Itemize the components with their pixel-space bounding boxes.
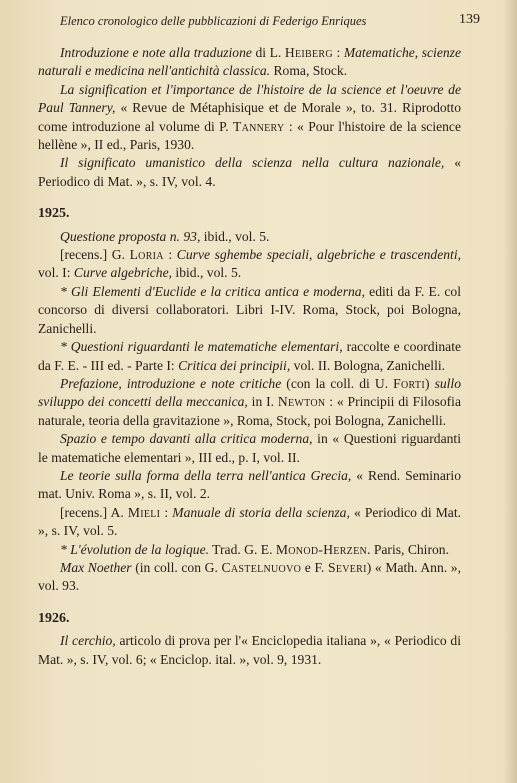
entry-text: raccolte e coordinate da F. E. - III ed. - Parte I: [38, 339, 461, 373]
entry-text: di L. [251, 45, 285, 60]
entry-title-text: * L'évolution de la logique. [60, 541, 210, 557]
entry-title-text: Critica dei principii, [178, 357, 291, 373]
entry-title-text: Spazio e tempo davanti alla critica moderna, [60, 431, 313, 447]
entry-text: in I. [247, 394, 278, 410]
entry-title-text: Il significato umanistico della scienza nella cultura nazionale, [60, 155, 445, 171]
entry-title-text: Introduzione e note alla traduzione [60, 45, 252, 60]
entry-text: : [332, 45, 344, 60]
entry-title-text: Curve algebriche, [73, 265, 173, 281]
entry-text: articolo di prova per l'« Enciclopedia italiana », « Periodico di Mat. », s. IV, vol. 6; « Enciclop. ital. », vol. 9, 1931. [38, 633, 462, 667]
author-name: Monod-Herzen [275, 541, 368, 557]
entry-text: : [160, 504, 173, 520]
entry-text: (in coll. con G. [131, 559, 222, 575]
entry-title-text: * Questioni riguardanti le matematiche elementari, [60, 339, 343, 355]
entry-text: « Periodico di Mat. », s. IV, vol. 5. [38, 504, 461, 539]
entry-title-text: La signification et l'importance de l'histoire de la science et l'oeuvre de Paul Tannery, [38, 81, 461, 116]
year-section [38, 205, 461, 596]
entry-text: in « Questioni riguardanti le matematiche elementari », III ed., p. I, vol. II. [38, 431, 461, 465]
author-name: Severi [327, 559, 367, 575]
entry-text: vol. II. Bologna, Zanichelli. [290, 357, 446, 373]
year-heading: 1926. [38, 610, 70, 626]
entry-text: ibid., vol. 5. [200, 228, 270, 244]
bibliography-entry [38, 154, 461, 191]
bibliography-entry [38, 338, 461, 375]
entry-text: . Paris, Chiron. [367, 541, 449, 557]
bibliography-entry [38, 504, 461, 541]
year-sections [38, 205, 461, 669]
year-section [38, 610, 461, 669]
entry-text: ) « Math. Ann. », vol. 93. [38, 559, 461, 594]
entry-text: [recens.] G. [60, 247, 130, 263]
entry-title-text: * Gli Elementi d'Euclide e la critica antica e moderna, [60, 283, 366, 299]
entry-text: [recens.] A. [60, 504, 128, 520]
year-heading: 1925. [38, 206, 70, 222]
entry-title-text: Curve sghembe speciali, algebriche e trascendenti, [176, 247, 461, 263]
entry-title-text: Max Noether [60, 559, 132, 575]
entry-text: « Rend. Seminario mat. Univ. Roma », s. II, vol. 2. [38, 467, 461, 502]
page-number: 139 [459, 12, 480, 27]
bibliography-entry [38, 228, 461, 246]
bibliography-entry [38, 283, 461, 338]
bibliography-entry [38, 246, 461, 283]
running-header [60, 14, 480, 36]
bibliography-entry [38, 467, 461, 504]
entry-text: (con la coll. di U. [281, 375, 394, 391]
bibliography-entry [38, 541, 461, 559]
entry-text: : « Principii di Filosofia naturale, teoria della gravitazione », Roma, Stock, poi Bologna, Zanichelli. [38, 394, 461, 428]
author-name: Tannery [232, 118, 285, 134]
entry-text: vol. I: [38, 265, 74, 281]
entry-title-text: sullo sviluppo dei concetti della meccanica, [38, 375, 461, 410]
entry-text: Trad. G. E. [209, 541, 276, 557]
entry-title-text: Manuale di storia della scienza, [172, 504, 350, 520]
author-name: Heiberg [284, 45, 333, 60]
author-name: Newton [277, 394, 326, 410]
entries-continued [38, 44, 461, 191]
author-name: Castelnuovo [221, 559, 302, 575]
bibliography-entry [38, 44, 461, 81]
entry-text: « Periodico di Mat. », s. IV, vol. 4. [38, 155, 461, 189]
author-name: Mieli [127, 504, 161, 520]
entry-title-text: Prefazione, introduzione e note critiche [60, 375, 282, 391]
entry-text: « Revue de Métaphisique et de Morale », to. 31. Riprodotto come introduzione al volume di P. [38, 100, 462, 134]
entry-text: e F. [301, 559, 328, 575]
bibliography-entry [38, 375, 461, 430]
entry-text: : [163, 247, 177, 263]
entry-title-text: Le teorie sulla forma della terra nell'antica Grecia, [60, 467, 352, 483]
entry-text: Roma, Stock. [270, 63, 348, 79]
entry-title-text: Questione proposta n. 93, [60, 228, 201, 244]
entry-text: ) [424, 375, 435, 391]
author-name: Loria [129, 247, 164, 263]
bibliography-entry [38, 430, 461, 467]
author-name: Forti [393, 375, 425, 391]
bibliography-body [38, 44, 461, 669]
entry-text: ibid., vol. 5. [172, 265, 242, 281]
entry-title-text: Il cerchio, [60, 633, 116, 649]
bibliography-entry [38, 632, 461, 669]
entry-text: editi da F. E. col concorso di diversi collaboratori. Libri I-IV. Roma, Stock, poi Bologna, Zanichelli. [38, 283, 462, 336]
bibliography-entry [38, 81, 461, 155]
entry-text: : « Pour l'histoire de la science hellène », II ed., Paris, 1930. [38, 118, 461, 153]
entry-title-text: Matematiche, scienze naturali e medicina nell'antichità classica. [38, 45, 461, 79]
bibliography-entry [38, 559, 461, 596]
running-title: Elenco cronologico delle pubblicazioni di Federigo Enriques [60, 14, 367, 28]
